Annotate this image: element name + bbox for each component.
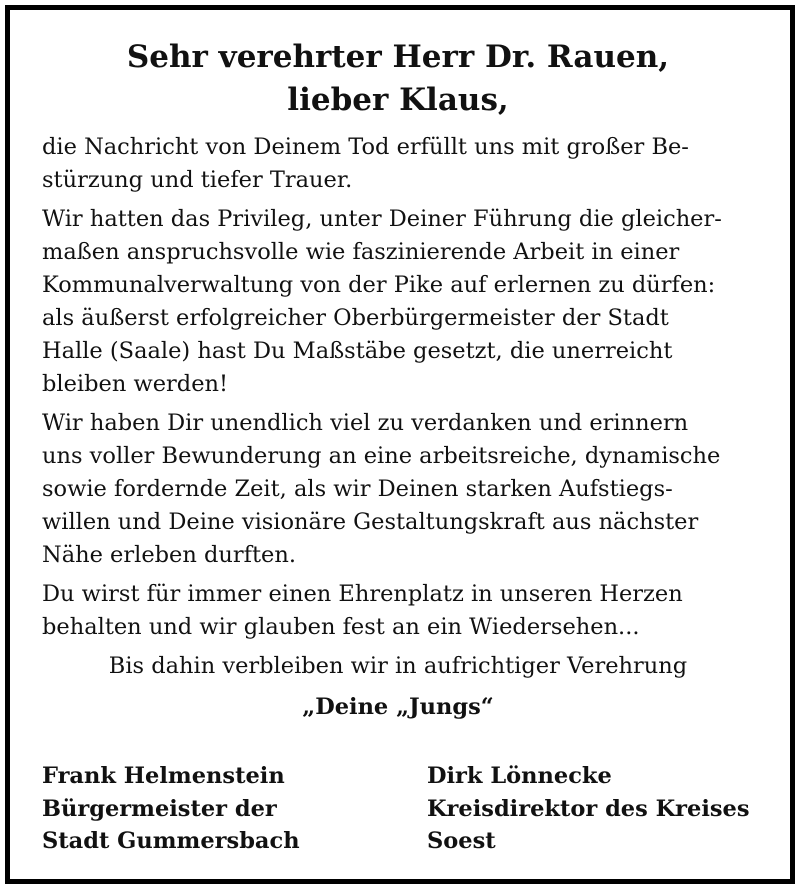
paragraph-4: Du wirst für immer einen Ehrenplatz in unseren Herzen behalten und wir glauben fest an ein Wiedersehen... [42,581,683,640]
signoff-line: „Deine „Jungs“ [302,694,494,720]
signature-left: Frank Helmenstein Bürgermeister der Stadt Gummersbach [42,763,300,854]
paragraph-2: Wir hatten das Privileg, unter Deiner Führung die gleicher- maßen anspruchsvolle wie faszinierende Arbeit in einer Kommunalverwaltung von der Pike auf erlernen zu dürfen: als äußerst erfolgreicher Oberbürgermeister der Stadt Halle (Saale) hast Du Maßstäbe gesetzt, die unerreicht bleiben werden! [42,206,722,397]
letter-heading [42,36,754,122]
paragraph-3: Wir haben Dir unendlich viel zu verdanken und erinnern uns voller Bewunderung an eine arbeitsreiche, dynamische sowie fordernde Zeit, als wir Deinen starken Aufstiegs- willen und Deine visionäre Gestaltungskraft aus nächster Nähe erleben durften. [42,410,721,568]
heading-line-1: Sehr verehrter Herr Dr. Rauen, [126,39,670,75]
closing-line: Bis dahin verbleiben wir in aufrichtiger Verehrung [108,653,688,679]
paragraph-1: die Nachricht von Deinem Tod erfüllt uns mit großer Be- stürzung und tiefer Trauer. [42,134,689,193]
signature-right: Dirk Lönnecke Kreisdirektor des Kreises Soest [427,763,750,854]
heading-line-2: lieber Klaus, [287,82,509,118]
letter-body [42,36,754,724]
